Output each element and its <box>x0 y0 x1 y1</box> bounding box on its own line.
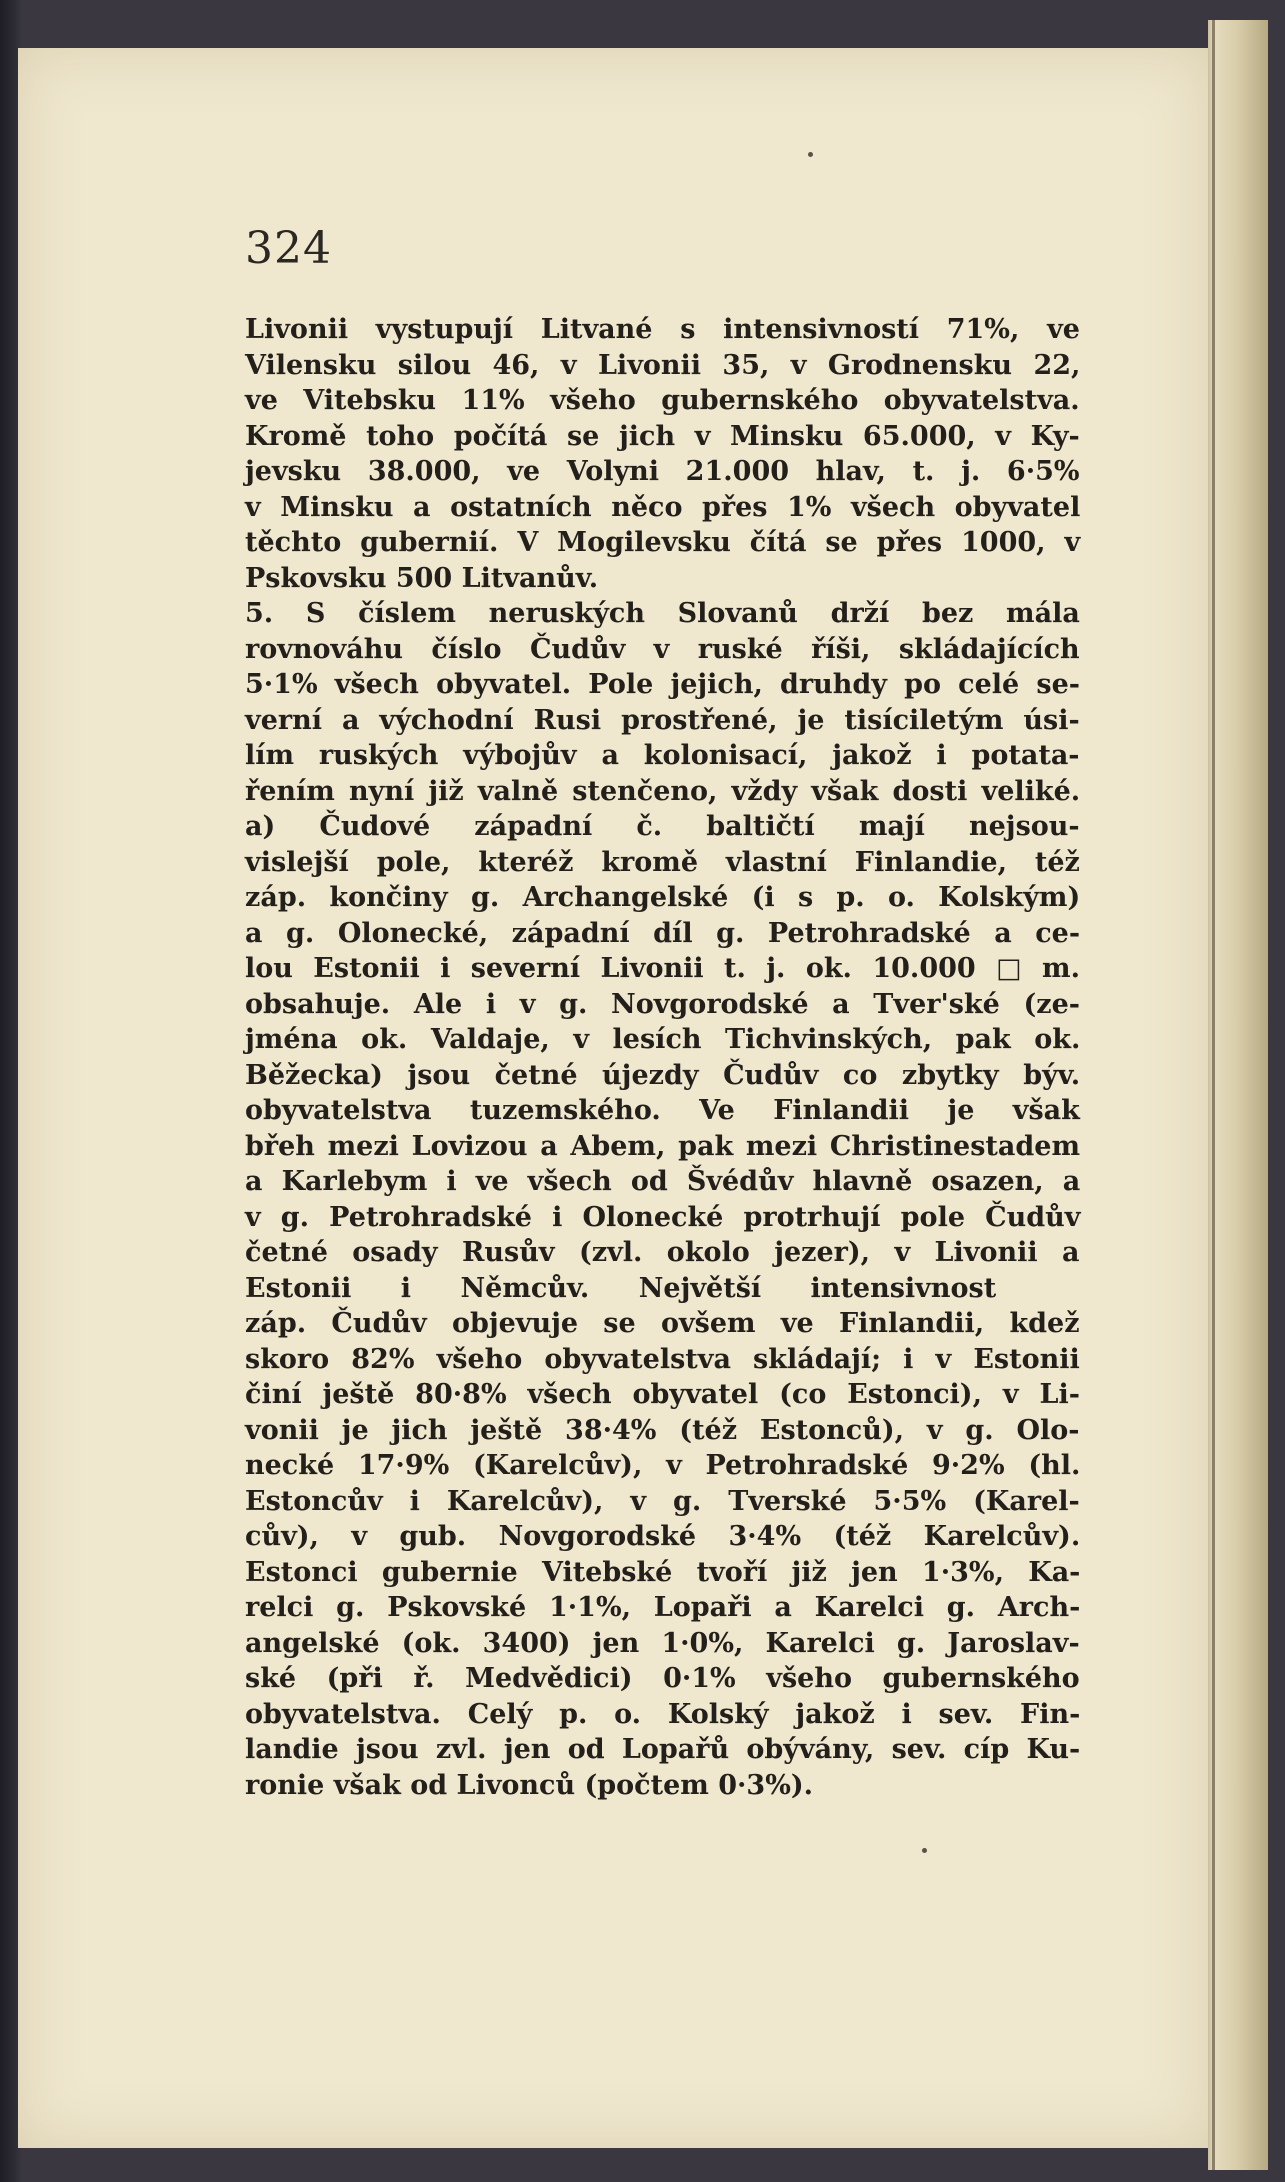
text-line: a) Čudové západní č. baltičtí mají nejsou- <box>245 811 1080 842</box>
text-line: necké 17·9% (Karelcův), v Petrohradské 9·2% (hl. <box>245 1450 1081 1481</box>
text-line: vislejší pole, kteréž kromě vlastní Finlandie, též <box>245 846 1080 878</box>
text-line: ve Vitebsku 11% všeho gubernského obyvatelstva. <box>245 385 1080 416</box>
next-page-edge <box>1208 20 1268 2170</box>
text-line: lím ruských výbojův a kolonisací, jakož i potata- <box>245 740 1080 771</box>
text-line: Estoncův i Karelcův), v g. Tverské 5·5% (Karel- <box>245 1485 1080 1517</box>
paper-speck <box>808 152 813 157</box>
text-line: činí ještě 80·8% všech obyvatel (co Estonci), v Li- <box>245 1379 1080 1410</box>
text-line: řením nyní již valně stenčeno, vždy však dosti veliké. <box>245 775 1081 807</box>
text-line: verní a východní Rusi prostřené, je tisíciletým úsi- <box>245 704 1080 736</box>
text-line: záp. Čudův objevuje se ovšem ve Finlandii, kdež <box>245 1308 1080 1339</box>
page-number: 324 <box>245 223 332 274</box>
paper-speck <box>922 1848 927 1853</box>
text-line: břeh mezi Lovizou a Abem, pak mezi Christinestadem <box>245 1130 1081 1162</box>
text-line: Pskovsku 500 Litvanův. <box>245 562 599 594</box>
text-line: jevsku 38.000, ve Volyni 21.000 hlav, t. j. 6·5% <box>245 456 1080 487</box>
text-line: vonii je jich ještě 38·4% (též Estonců), v g. Olo- <box>245 1414 1080 1446</box>
text-line: obyvatelstva. Celý p. o. Kolský jakož i sev. Fin- <box>245 1698 1081 1730</box>
text-line: Kromě toho počítá se jich v Minsku 65.000, v Ky- <box>245 420 1080 452</box>
text-line: záp. končiny g. Archangelské (i s p. o. Kolským) <box>245 882 1081 913</box>
text-line: angelské (ok. 3400) jen 1·0%, Karelci g. Jaroslav- <box>245 1627 1080 1659</box>
text-line: četné osady Rusův (zvl. okolo jezer), v Livonii a <box>245 1237 1080 1268</box>
text-line: v Minsku a ostatních něco přes 1% všech obyvatel <box>245 491 1081 523</box>
text-line: relci g. Pskovské 1·1%, Lopaři a Karelci g. Arch- <box>245 1592 1081 1623</box>
text-line: skoro 82% všeho obyvatelstva skládají; i v Estonii <box>245 1343 1080 1375</box>
text-line: landie jsou zvl. jen od Lopařů obývány, sev. cíp Ku- <box>245 1734 1081 1765</box>
text-line: Estonii i Němcův. Největší intensivnost <box>245 1272 997 1304</box>
text-line: Běžecka) jsou četné újezdy Čudův co zbytky býv. <box>245 1059 1081 1091</box>
text-line: a g. Olonecké, západní díl g. Petrohradské a ce- <box>245 917 1081 949</box>
text-line: jména ok. Valdaje, v lesích Tichvinských, pak ok. <box>245 1024 1081 1055</box>
text-line: Livonii vystupují Litvané s intensivností 71%, ve <box>245 314 1080 345</box>
text-line: lou Estonii i severní Livonii t. j. ok. 10.000 □ m. <box>245 953 1080 984</box>
text-line: a Karlebym i ve všech od Švédův hlavně osazen, a <box>245 1166 1081 1197</box>
page-gutter-line <box>1212 20 1215 2170</box>
text-line: obyvatelstva tuzemského. Ve Finlandii je však <box>245 1095 1080 1126</box>
page-text <box>245 312 1080 1803</box>
text-line: těchto gubernií. V Mogilevsku čítá se přes 1000, v <box>245 527 1081 558</box>
text-line: Estonci gubernie Vitebské tvoří již jen 1·3%, Ka- <box>245 1556 1081 1588</box>
text-line: 5. S číslem neruských Slovanů drží bez mála <box>245 598 1080 629</box>
text-line: ské (při ř. Medvědici) 0·1% všeho gubernského <box>245 1663 1080 1694</box>
text-line: cův), v gub. Novgorodské 3·4% (též Karelcův). <box>245 1521 1081 1552</box>
text-line: rovnováhu číslo Čudův v ruské říši, skládajících <box>245 633 1080 665</box>
text-line: 5·1% všech obyvatel. Pole jejich, druhdy po celé se- <box>245 669 1080 700</box>
text-line: obsahuje. Ale i v g. Novgorodské a Tver'ské (ze- <box>245 988 1080 1020</box>
text-line: v g. Petrohradské i Olonecké protrhují pole Čudův <box>245 1201 1081 1233</box>
text-line: Vilensku silou 46, v Livonii 35, v Grodnensku 22, <box>245 349 1081 381</box>
text-line: ronie však od Livonců (počtem 0·3%). <box>245 1769 814 1801</box>
